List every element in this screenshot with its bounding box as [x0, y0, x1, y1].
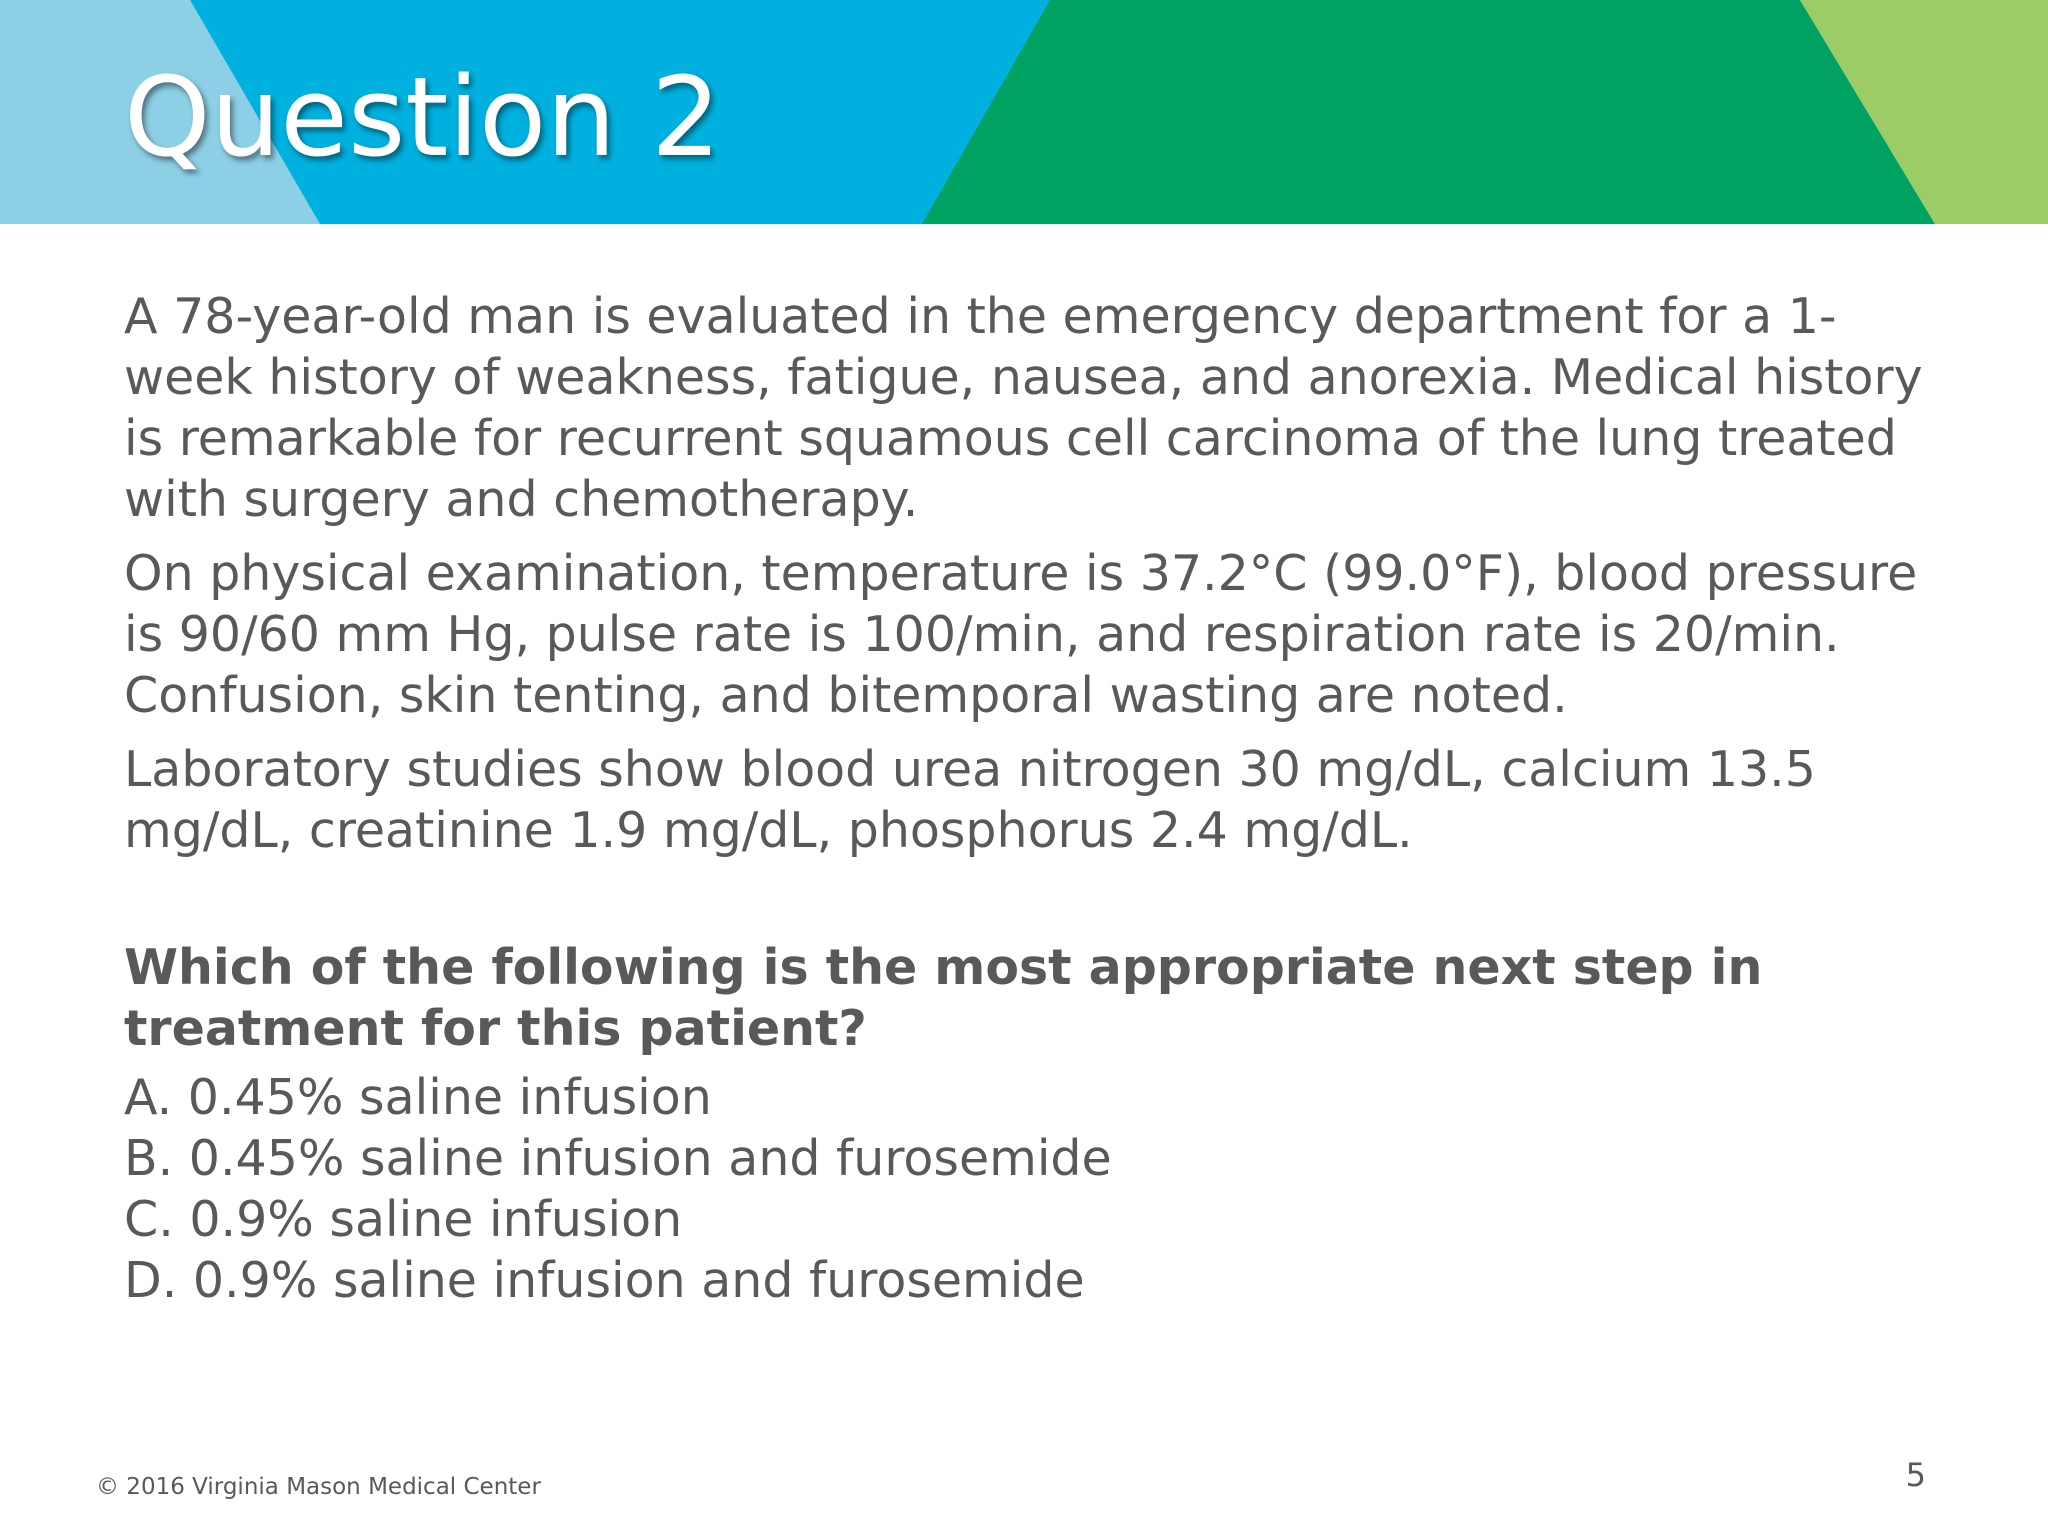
answer-option-a: A. 0.45% saline infusion [124, 1069, 712, 1126]
banner-green-band [922, 0, 1935, 224]
slide-content [124, 286, 1954, 1311]
slide-title: Question 2 [124, 53, 721, 181]
header-banner [0, 0, 2048, 224]
physical-exam-paragraph: On physical examination, temperature is 37.2°C (99.0°F), blood pressure is 90/60 mm Hg, pulse rate is 100/min, and respiration rate is 20/min. Confusion, skin tenting, and bitemporal wasting are noted. [124, 545, 1918, 724]
answer-option-b: B. 0.45% saline infusion and furosemide [124, 1130, 1112, 1187]
page-number: 5 [1905, 1456, 1926, 1494]
copyright-footer: © 2016 Virginia Mason Medical Center [96, 1474, 541, 1500]
question-prompt: Which of the following is the most appropriate next step in treatment for this patient? [124, 939, 1763, 1057]
answer-option-d: D. 0.9% saline infusion and furosemide [124, 1252, 1085, 1309]
answer-option-c: C. 0.9% saline infusion [124, 1191, 683, 1248]
lab-studies-paragraph: Laboratory studies show blood urea nitrogen 30 mg/dL, calcium 13.5 mg/dL, creatinine 1.9 mg/dL, phosphorus 2.4 mg/dL. [124, 741, 1816, 859]
answer-options [124, 1067, 1954, 1311]
case-history-paragraph: A 78-year-old man is evaluated in the emergency department for a 1-week history of weakness, fatigue, nausea, and anorexia. Medical history is remarkable for recurrent squamous cell carcinoma of the lung treated with surgery and chemotherapy. [124, 288, 1923, 528]
